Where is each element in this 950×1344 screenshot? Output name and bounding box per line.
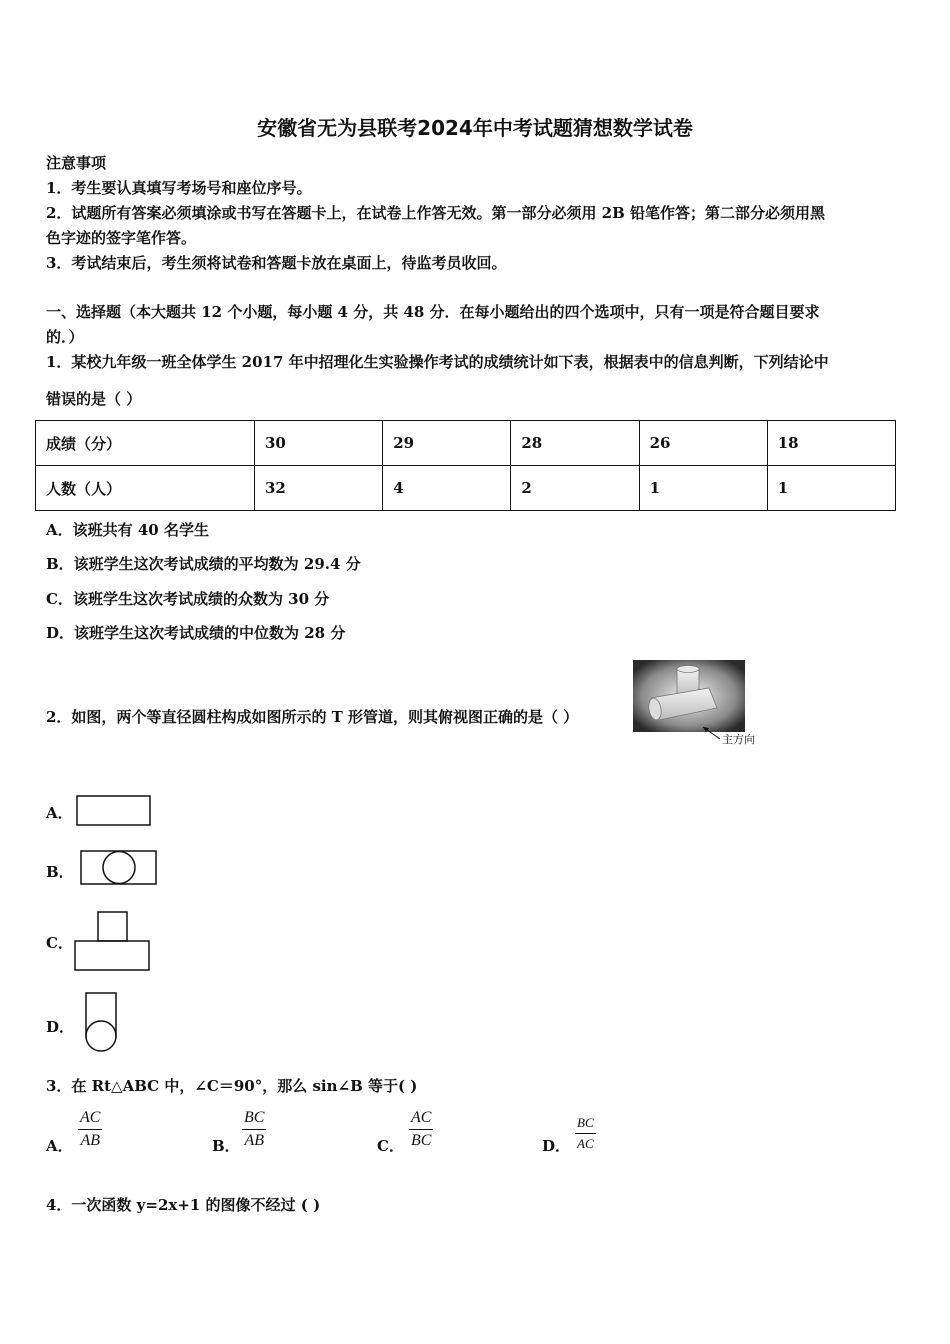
table-cell: 人数（人） xyxy=(36,466,255,511)
fraction-bc-ac xyxy=(575,1115,596,1152)
t-pipe-figure xyxy=(633,660,745,732)
table-cell: 成绩（分） xyxy=(36,421,255,466)
fraction-numerator: AC xyxy=(78,1109,102,1130)
question-1-option-d: D．该班学生这次考试成绩的中位数为 28 分 xyxy=(46,624,346,642)
option-b-rectangle-circle-figure xyxy=(80,850,158,886)
direction-arrow-icon xyxy=(700,724,724,744)
fraction-numerator: AC xyxy=(409,1109,433,1130)
table-cell: 29 xyxy=(383,421,511,466)
notice-item: 1．考生要认真填写考场号和座位序号。 xyxy=(46,179,312,197)
fraction-ac-ab xyxy=(78,1109,102,1150)
option-c-t-shape-figure xyxy=(74,911,152,972)
table-cell: 1 xyxy=(639,466,767,511)
notice-item: 2．试题所有答案必须填涂或书写在答题卡上，在试卷上作答无效。第一部分必须用 2B 铅笔作答；第二部分必须用黑 xyxy=(46,204,826,222)
fraction-ac-bc xyxy=(409,1109,433,1150)
fraction-denominator: AB xyxy=(244,1132,264,1149)
question-2-option-d-label: D． xyxy=(46,1018,75,1036)
table-cell: 30 xyxy=(255,421,383,466)
table-row xyxy=(36,421,896,466)
notice-item: 3．考试结束后，考生须将试卷和答题卡放在桌面上，待监考员收回。 xyxy=(46,254,507,272)
scores-table xyxy=(35,420,896,511)
table-cell: 4 xyxy=(383,466,511,511)
fraction-denominator: AB xyxy=(80,1132,100,1149)
question-2-option-c-label: C． xyxy=(46,934,73,952)
table-row xyxy=(36,466,896,511)
figure-label: 主方向 xyxy=(722,733,755,746)
table-cell: 2 xyxy=(511,466,639,511)
question-1-option-a: A．该班共有 40 名学生 xyxy=(46,521,209,539)
notice-item: 色字迹的签字笔作答。 xyxy=(46,229,197,247)
page-title: 安徽省无为县联考2024年中考试题猜想数学试卷 xyxy=(257,116,693,140)
fraction-numerator: BC xyxy=(575,1115,596,1134)
table-cell: 26 xyxy=(639,421,767,466)
fraction-numerator: BC xyxy=(242,1109,266,1130)
question-3-option-a-label: A． xyxy=(46,1137,73,1155)
question-2-option-b-label: B． xyxy=(46,863,74,881)
table-cell: 28 xyxy=(511,421,639,466)
question-1-option-b: B．该班学生这次考试成绩的平均数为 29.4 分 xyxy=(46,555,361,573)
question-2-text: 2．如图，两个等直径圆柱构成如图所示的 T 形管道，则其俯视图正确的是（ ） xyxy=(46,708,579,726)
section-heading-cont: 的．） xyxy=(46,328,84,346)
option-d-rectangle-circle-figure xyxy=(84,992,120,1054)
table-cell: 1 xyxy=(767,466,895,511)
question-1-text: 1．某校九年级一班全体学生 2017 年中招理化生实验操作考试的成绩统计如下表，根据表中的信息判断，下列结论中 xyxy=(46,353,829,371)
option-a-rectangle-figure xyxy=(76,795,152,827)
notice-heading: 注意事项 xyxy=(46,154,107,172)
table-cell: 18 xyxy=(767,421,895,466)
section-heading: 一、选择题（本大题共 12 个小题，每小题 4 分，共 48 分．在每小题给出的四个选项中，只有一项是符合题目要求 xyxy=(46,303,820,321)
question-4-text: 4．一次函数 y=2x+1 的图像不经过 ( ) xyxy=(46,1196,321,1214)
question-1-option-c: C．该班学生这次考试成绩的众数为 30 分 xyxy=(46,590,330,608)
question-1-text-cont: 错误的是（ ） xyxy=(46,390,142,408)
question-2-option-a-label: A． xyxy=(46,804,73,822)
fraction-bc-ab xyxy=(242,1109,266,1150)
fraction-denominator: AC xyxy=(577,1136,594,1151)
question-3-option-c-label: C． xyxy=(377,1137,404,1155)
question-3-text: 3．在 Rt△ABC 中，∠C＝90°，那么 sin∠B 等于( ) xyxy=(46,1077,418,1095)
table-cell: 32 xyxy=(255,466,383,511)
question-3-option-b-label: B． xyxy=(212,1137,240,1155)
question-3-option-d-label: D． xyxy=(542,1137,571,1155)
fraction-denominator: BC xyxy=(411,1132,432,1149)
